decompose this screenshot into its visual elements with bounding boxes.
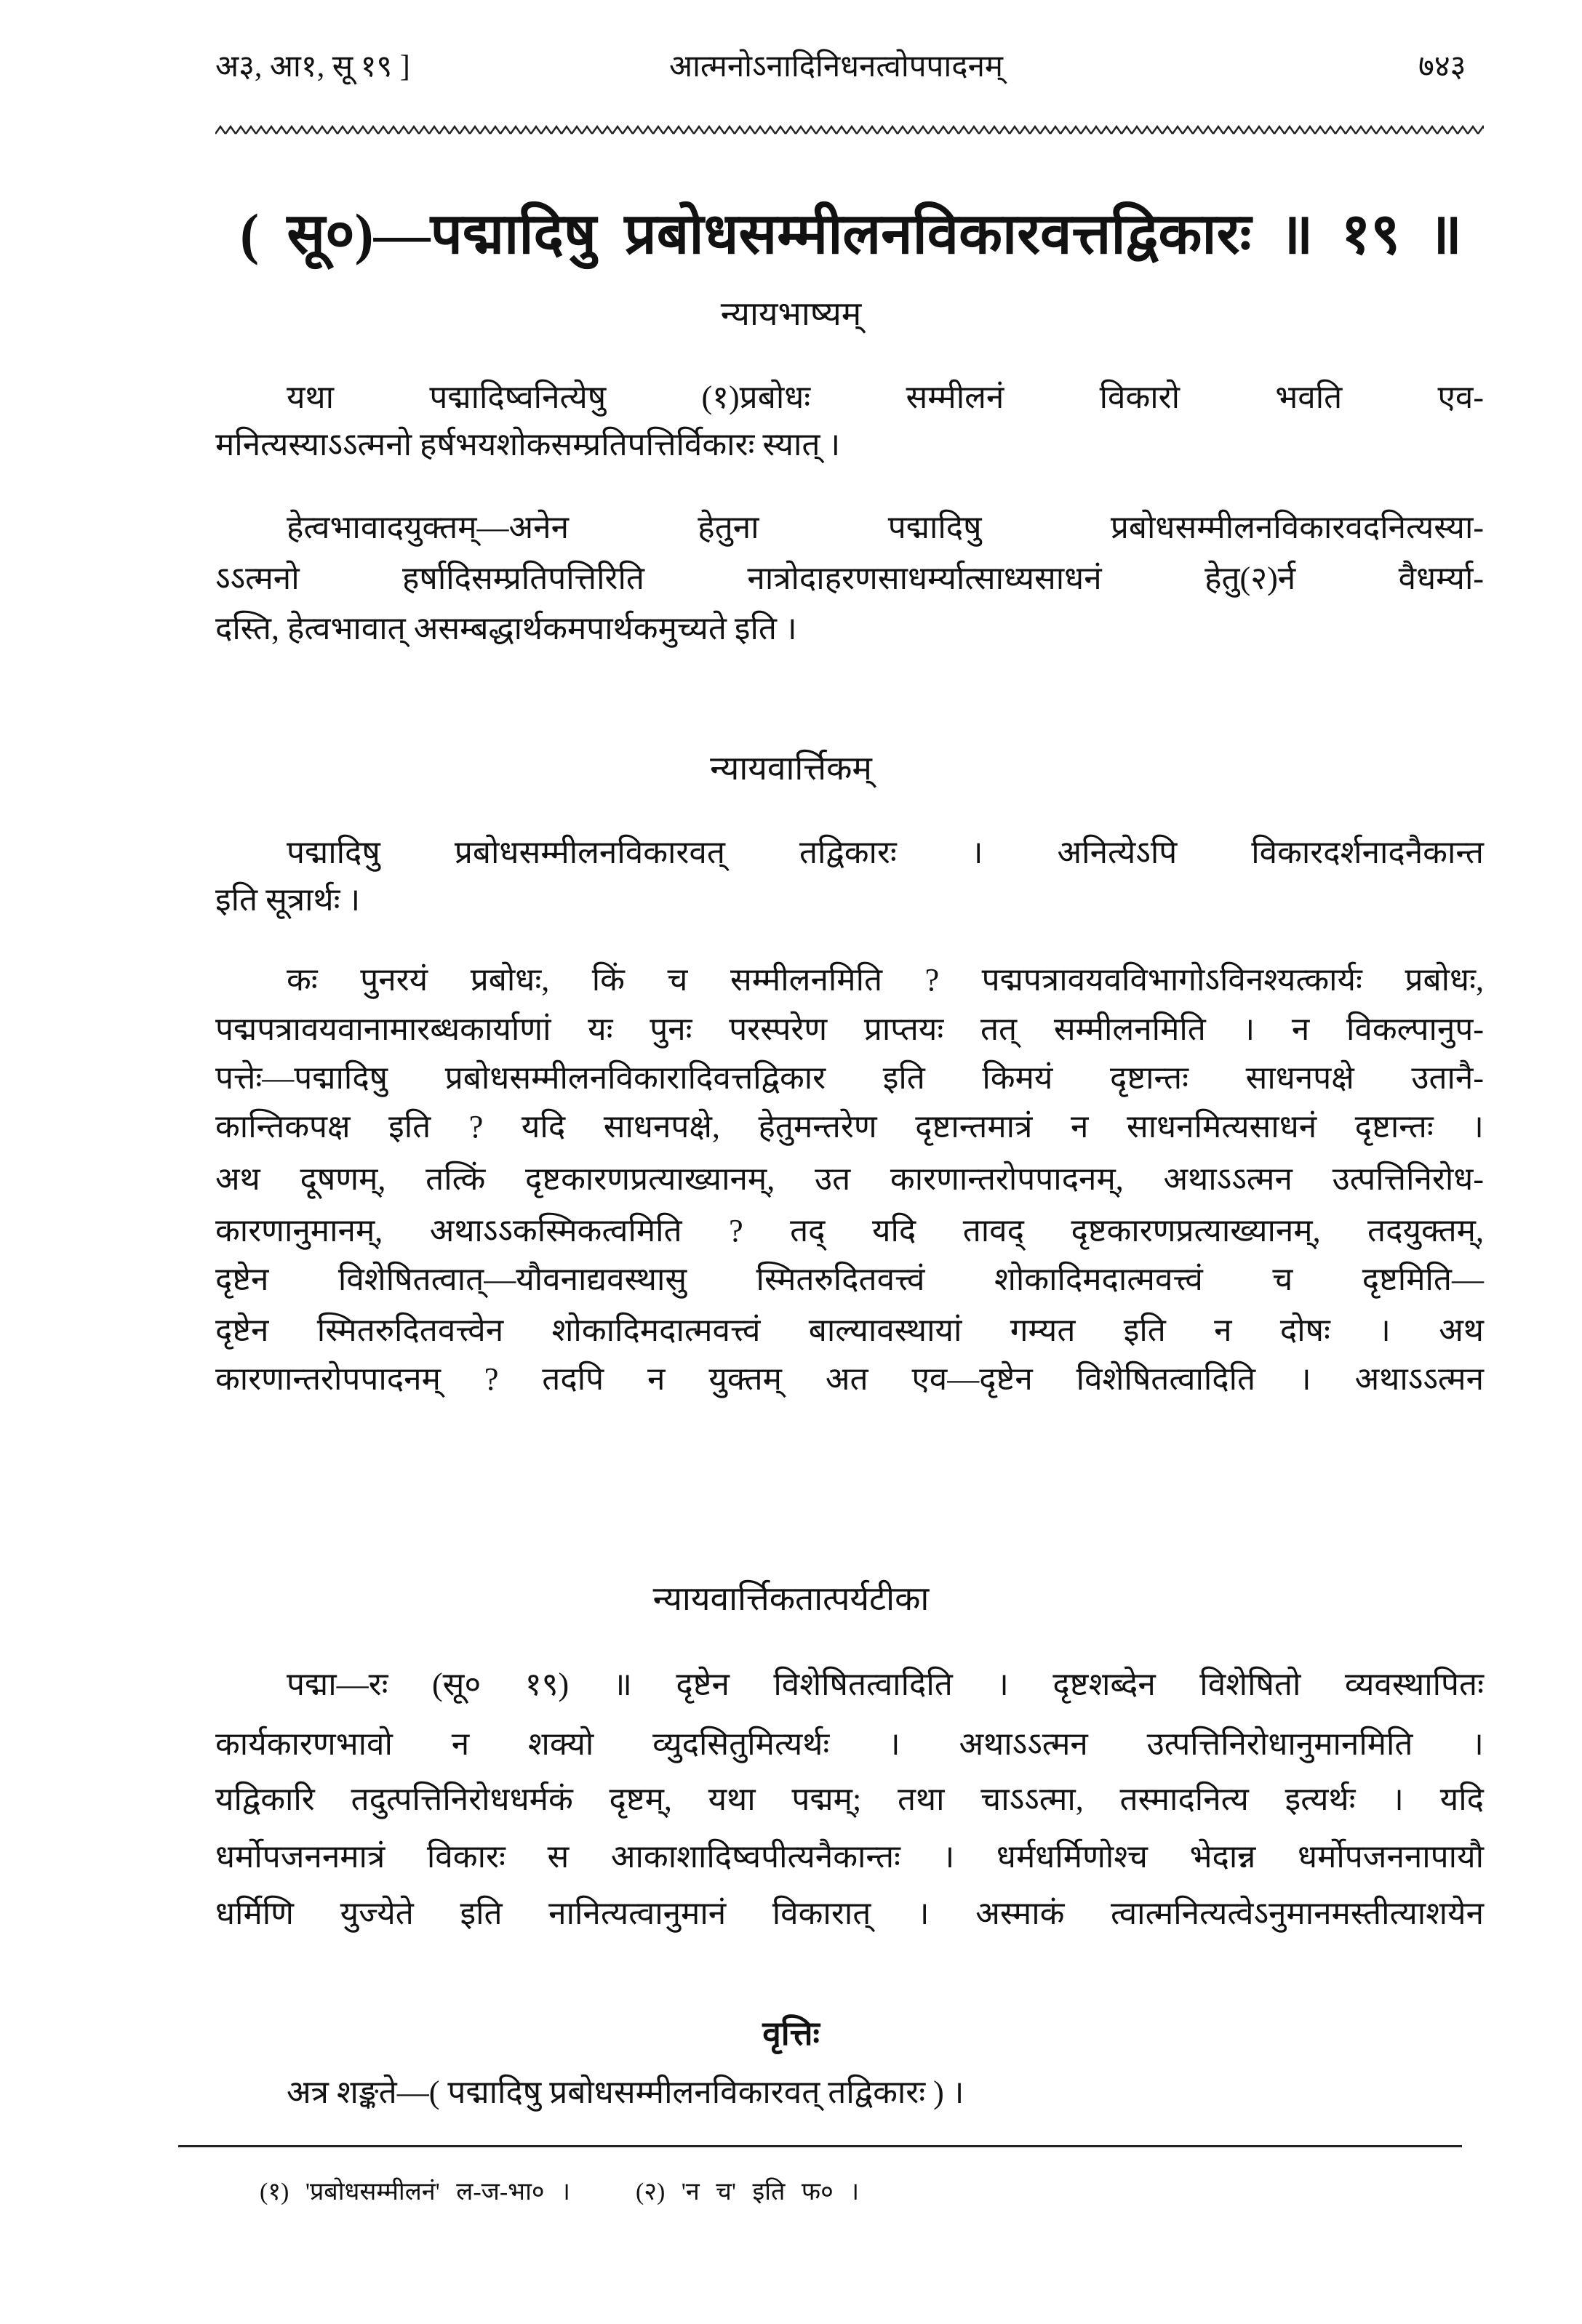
text-line: अथ दूषणम्, तत्किं दृष्टकारणप्रत्याख्यानम्, उत कारणान्तरोपपादनम्, अथाऽऽत्मन उत्पत्तिनिरोध-: [215, 1161, 1484, 1197]
text-line: धर्मिणि युज्येते इति नानित्यत्वानुमानं विकारात् । अस्माकं त्वात्मनित्यत्वेऽनुमानमस्तीत्याशयेन: [215, 1896, 1484, 1931]
text-line: अत्र शङ्कते—( पद्मादिषु प्रबोधसम्मीलनविकारवत् तद्विकारः ) ।: [287, 2075, 964, 2110]
text-line: कार्यकारणभावो न शक्यो व्युदसितुमित्यर्थः । अथाऽऽत्मन उत्पत्तिनिरोधानुमानमिति ।: [215, 1726, 1484, 1762]
section-heading-bhashya: न्यायभाष्यम्: [720, 295, 862, 332]
text-line: धर्मोपजननमात्रं विकारः स आकाशादिष्वपीत्यनैकान्तः । धर्मधर्मिणोश्च भेदान्न धर्मोपजननापायौ: [215, 1839, 1484, 1875]
text-line: यद्विकारि तदुत्पत्तिनिरोधधर्मकं दृष्टम्, यथा पद्मम्; तथा चाऽऽत्मा, तस्मादनित्य इत्यर्थः । यदि: [215, 1782, 1484, 1817]
text-line: हेत्वभावादयुक्तम्—अनेन हेतुना पद्मादिषु प्रबोधसम्मीलनविकारवदनित्यस्या-: [287, 510, 1484, 545]
section-heading-vritti: वृत्तिः: [762, 2015, 820, 2052]
text-line: कः पुनरयं प्रबोधः, किं च सम्मीलनमिति ? पद्मपत्रावयवविभागोऽविनश्यत्कार्यः प्रबोधः,: [287, 962, 1484, 998]
text-line: कारणान्तरोपपादनम् ? तदपि न युक्तम् अत एव—दृष्टेन विशेषितत्वादिति । अथाऽऽत्मन: [215, 1361, 1484, 1397]
text-line: दृष्टेन स्मितरुदितवत्त्वेन शोकादिमदात्मवत्त्वं बाल्यावस्थायां गम्यत इति न दोषः । अथ: [215, 1313, 1484, 1348]
running-head-reference: अ३, आ१, सू १९ ]: [215, 50, 410, 84]
text-line: ऽऽत्मनो हर्षादिसम्प्रतिपत्तिरिति नात्रोदाहरणसाधर्म्यात्साध्यसाधनं हेतु(२)र्न वैधर्म्या-: [215, 561, 1484, 596]
text-line: दृष्टेन विशेषितत्वात्—यौवनाद्यवस्थासु स्मितरुदितवत्त्वं शोकादिमदात्मवत्त्वं च दृष्टमिति—: [215, 1262, 1484, 1297]
text-line: पत्तेः—पद्मादिषु प्रबोधसम्मीलनविकारादिवत्तद्विकार इति किमयं दृष्टान्तः साधनपक्षे उतानै-: [215, 1060, 1484, 1096]
footnote-1: (१) 'प्रबोधसम्मीलनं' ल-ज-भा० ।: [260, 2179, 570, 2205]
text-line: पद्मा—रः (सू० १९) ॥ दृष्टेन विशेषितत्वादिति । दृष्टशब्देन विशेषितो व्यवस्थापितः: [287, 1667, 1484, 1702]
text-line: दस्ति, हेत्वभावात् असम्बद्धार्थकमपार्थकमुच्यते इति ।: [215, 611, 797, 646]
text-line: कारणानुमानम्, अथाऽऽकस्मिकत्वमिति ? तद् यदि तावद् दृष्टकारणप्रत्याख्यानम्, तदयुक्तम्,: [215, 1213, 1484, 1249]
text-line: पद्मपत्रावयवानामारब्धकार्याणां यः पुनः परस्परेण प्राप्तयः तत् सम्मीलनमिति । न विकल्पानुप-: [215, 1011, 1484, 1047]
section-heading-varttika: न्यायवार्त्तिकम्: [710, 750, 872, 787]
text-line: मनित्यस्याऽऽत्मनो हर्षभयशोकसम्प्रतिपत्तिर्विकारः स्यात् ।: [215, 427, 841, 462]
text-line: कान्तिकपक्ष इति ? यदि साधनपक्षे, हेतुमन्तरेण दृष्टान्तमात्रं न साधनमित्यसाधनं दृष्टान्तः ।: [215, 1109, 1484, 1145]
running-head-title: आत्मनोऽनादिनिधनत्वोपपादनम्: [669, 50, 1004, 84]
wavy-divider: [215, 124, 1484, 138]
text-line: पद्मादिषु प्रबोधसम्मीलनविकारवत् तद्विकारः । अनित्येऽपि विकारदर्शनादनैकान्त: [287, 835, 1484, 870]
page-number: ७४३: [1418, 50, 1466, 84]
footnote-rule: [178, 2145, 1462, 2147]
sutra-title: ( सू०)—पद्मादिषु प्रबोधसम्मीलनविकारवत्तद्विकारः ॥ १९ ॥: [240, 202, 1462, 265]
text-line: इति सूत्रार्थः ।: [215, 882, 361, 918]
section-heading-tika: न्यायवार्त्तिकतात्पर्यटीका: [652, 1580, 930, 1617]
text-line: यथा पद्मादिष्वनित्येषु (१)प्रबोधः सम्मीलनं विकारो भवति एव-: [287, 380, 1484, 415]
footnote-2: (२) 'न च' इति फ० ।: [635, 2179, 860, 2205]
footnotes: [260, 2174, 859, 2211]
